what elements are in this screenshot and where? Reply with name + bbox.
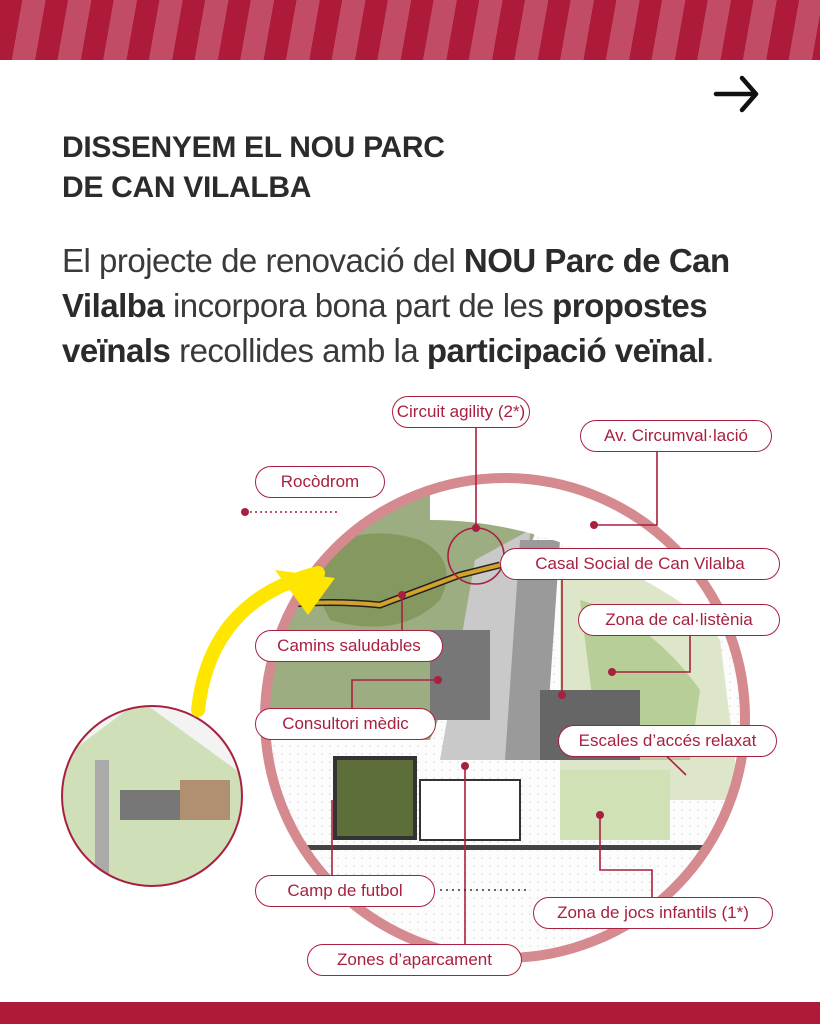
footer-band xyxy=(0,1002,820,1024)
intro-bold: participació veïnal xyxy=(426,332,706,369)
label-casal-social: Casal Social de Can Vilalba xyxy=(500,548,780,580)
label-zones-aparcament: Zones d’aparcament xyxy=(307,944,522,976)
label-escales-acces: Escales d’accés relaxat xyxy=(558,725,777,757)
intro-bold: NOU Parc de Can Vilalba xyxy=(62,242,730,324)
intro-bold: propostes veïnals xyxy=(62,287,708,369)
intro-text: El projecte de renovació del xyxy=(62,242,464,279)
label-camp-futbol: Camp de futbol xyxy=(255,875,435,907)
label-zona-calistenia: Zona de cal·listènia xyxy=(578,604,780,636)
overview-plan xyxy=(60,700,250,890)
intro-text: incorpora bona part de les xyxy=(164,287,553,324)
label-camins-saludables: Camins saludables xyxy=(255,630,443,662)
intro-text: recollides amb la xyxy=(170,332,427,369)
title-line-1: DISSENYEM EL NOU PARC xyxy=(62,131,445,164)
label-rocodrom: Rocòdrom xyxy=(255,466,385,498)
intro-text: . xyxy=(705,332,714,369)
label-av-circumvallacio: Av. Circumval·lació xyxy=(580,420,772,452)
label-consultori-medic: Consultori mèdic xyxy=(255,708,436,740)
title-line-2: DE CAN VILALBA xyxy=(62,171,312,204)
label-zona-jocs: Zona de jocs infantils (1*) xyxy=(533,897,773,929)
label-circuit-agility: Circuit agility (2*) xyxy=(392,396,530,428)
